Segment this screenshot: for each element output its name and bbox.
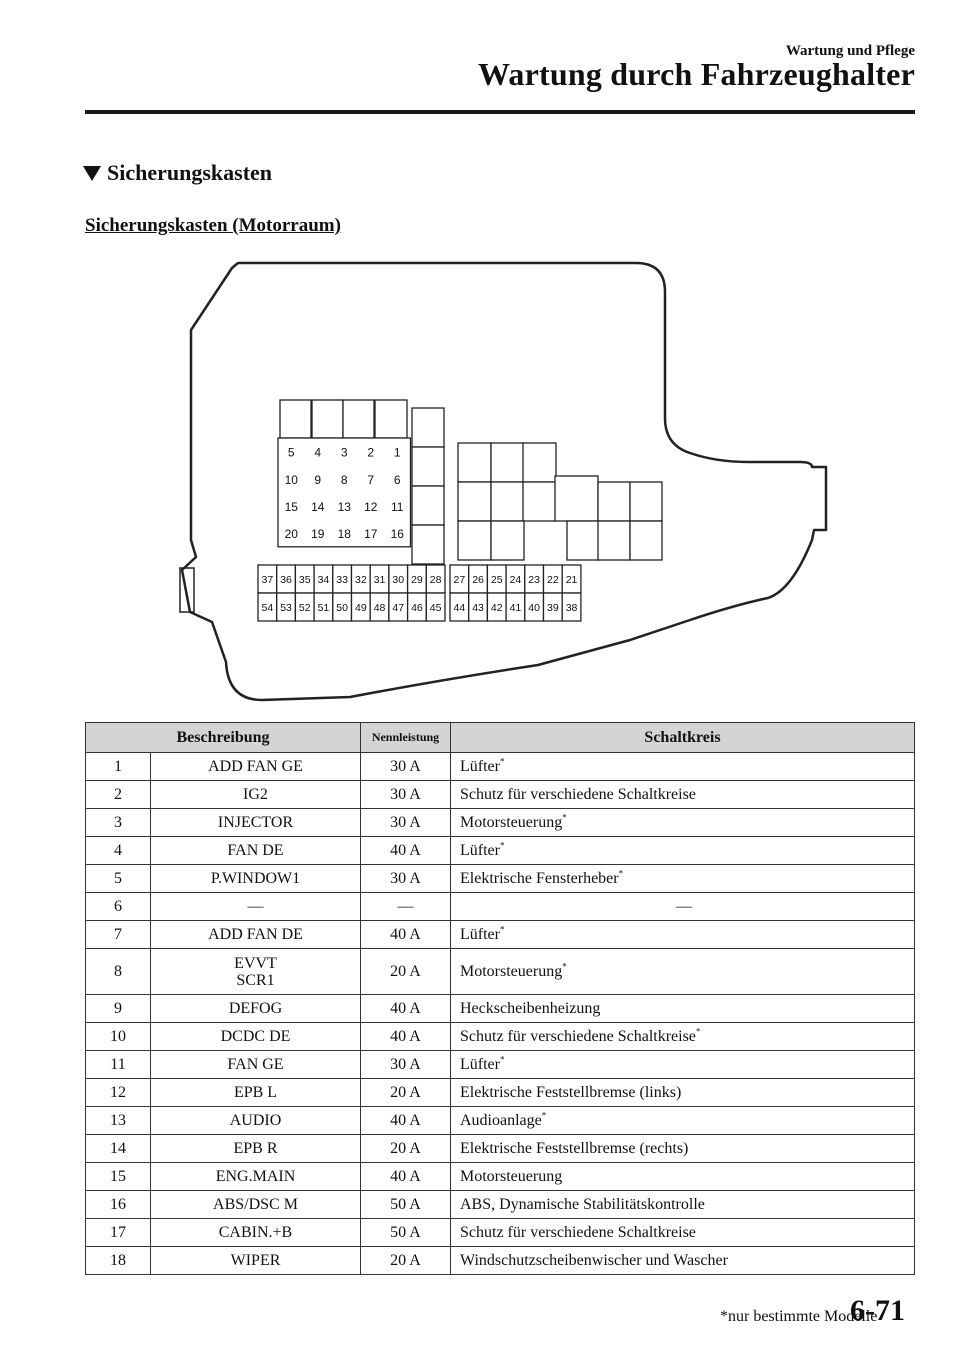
relay-slot	[280, 400, 311, 438]
fuse-table-row	[86, 1023, 915, 1051]
fuse-name-text: ADD FAN GE	[208, 758, 303, 775]
fuse-number	[86, 753, 151, 781]
fuse-slot-number: 19	[311, 527, 325, 542]
fuse-table-row	[86, 753, 915, 781]
fuse-rating	[361, 865, 451, 893]
fuse-name	[151, 921, 361, 949]
header-schaltkreis: Schaltkreis	[451, 723, 915, 753]
subsection-heading: Sicherungskasten (Motorraum)	[85, 215, 341, 236]
fuse-rating	[361, 921, 451, 949]
fuse-rating	[361, 837, 451, 865]
fuse-name	[151, 995, 361, 1023]
fuse-slot-number: 21	[565, 574, 578, 586]
fuse-circuit	[451, 837, 915, 865]
fuse-number	[86, 995, 151, 1023]
fuse-table-row	[86, 1191, 915, 1219]
model-specific-asterisk: *	[562, 961, 567, 972]
fuse-name	[151, 1135, 361, 1163]
relay-slot	[630, 482, 662, 521]
running-header-chapter: Wartung durch Fahrzeughalter	[477, 56, 915, 92]
fuse-circuit	[451, 949, 915, 995]
fuse-slot-number: 37	[261, 574, 274, 586]
fuse-table-row	[86, 921, 915, 949]
relay-slot	[412, 525, 444, 564]
fuse-rating	[361, 1023, 451, 1051]
fuse-number-text: 14	[110, 1140, 126, 1157]
fuse-circuit	[451, 1079, 915, 1107]
fuse-rating-text: 30 A	[390, 814, 421, 831]
page-number: 6-71	[850, 1294, 905, 1327]
fuse-circuit-text: Motorsteuerung	[460, 963, 563, 980]
fuse-circuit	[451, 1191, 915, 1219]
fuse-name-text: ADD FAN DE	[208, 926, 303, 943]
fuse-name-text: P.WINDOW1	[210, 870, 301, 887]
fuse-table-row	[86, 865, 915, 893]
fuse-rating-text: 40 A	[390, 926, 421, 943]
fuse-circuit-text: Lüfter	[460, 842, 500, 859]
fuse-slot-number: 27	[453, 574, 466, 586]
fuse-table-row	[86, 995, 915, 1023]
fuse-slot-number: 52	[298, 602, 311, 614]
fuse-number	[86, 1247, 151, 1275]
fuse-name-text: ABS/DSC M	[213, 1196, 298, 1213]
fuse-slot-number: 12	[364, 500, 378, 514]
fuse-rating-text: 20 A	[390, 1084, 421, 1101]
model-specific-asterisk: *	[541, 1110, 547, 1121]
fuse-slot-number: 43	[472, 602, 484, 614]
fuse-slot-number: 10	[284, 472, 298, 487]
fuse-table-row	[86, 1163, 915, 1191]
fuse-name	[151, 809, 361, 837]
fuse-rating-text: 30 A	[390, 870, 421, 887]
fuse-number	[86, 1135, 151, 1163]
fuse-slot-number: 42	[490, 602, 503, 614]
fuse-name-text: —	[247, 898, 264, 915]
fuse-number-text: 6	[114, 898, 122, 915]
fuse-rating	[361, 1191, 451, 1219]
fuse-circuit	[451, 1247, 915, 1275]
fuse-name-line2: SCR1	[236, 971, 275, 989]
fuse-table-row	[86, 837, 915, 865]
fuse-name	[151, 893, 361, 921]
fuse-circuit-text: Lüfter	[460, 926, 500, 943]
fuse-number-text: 16	[110, 1196, 126, 1213]
fuse-table-row	[86, 1135, 915, 1163]
footnote: *nur bestimmte Modelle	[720, 1308, 878, 1325]
fuse-number-text: 7	[114, 926, 122, 943]
fuse-number	[86, 921, 151, 949]
fuse-slot-number: 4	[314, 445, 322, 460]
fuse-slot-number: 1	[393, 445, 401, 460]
fuse-circuit-text: Elektrische Feststellbremse (links)	[460, 1084, 682, 1101]
fuse-slot-number: 11	[391, 500, 404, 514]
relay-slot	[458, 482, 491, 521]
fuse-name	[151, 1023, 361, 1051]
fuse-name	[151, 1191, 361, 1219]
fuse-circuit	[451, 1163, 915, 1191]
fuse-number-text: 17	[110, 1224, 126, 1241]
fuse-rating-text: 30 A	[390, 786, 421, 803]
fuse-number	[86, 837, 151, 865]
relay-slot	[567, 521, 599, 560]
fuse-slot-number: 5	[287, 445, 295, 460]
fuse-number	[86, 893, 151, 921]
model-specific-asterisk: *	[618, 868, 624, 879]
fuse-rating	[361, 995, 451, 1023]
fuse-circuit	[451, 1219, 915, 1247]
fuse-name	[151, 1219, 361, 1247]
model-specific-asterisk: *	[499, 924, 505, 935]
fuse-name	[151, 1079, 361, 1107]
fuse-circuit	[451, 865, 915, 893]
fuse-name-text: WIPER	[230, 1252, 281, 1269]
relay-slot	[458, 443, 491, 482]
fuse-rating-text: 40 A	[390, 1168, 421, 1185]
fuse-slot-number: 38	[565, 602, 578, 614]
fuse-table-row	[86, 1051, 915, 1079]
fuse-slot-number: 23	[528, 574, 540, 586]
fuse-table-row	[86, 893, 915, 921]
fuse-slot-number: 44	[453, 602, 466, 614]
relay-slot	[491, 443, 524, 482]
relay-slot	[491, 521, 524, 560]
fuse-number-text: 15	[110, 1168, 126, 1185]
relay-slot	[458, 521, 491, 560]
relay-slot	[412, 486, 444, 525]
fuse-rating-text: 40 A	[390, 1000, 421, 1017]
fuse-number	[86, 1079, 151, 1107]
relay-slot	[555, 476, 598, 521]
fuse-slot-number: 32	[355, 574, 367, 586]
fuse-name-text: EVVT	[234, 954, 277, 972]
fuse-slot-number: 35	[298, 574, 311, 586]
fuse-circuit-text: Motorsteuerung	[460, 814, 563, 831]
fuse-name	[151, 1107, 361, 1135]
fuse-circuit-text: Schutz für verschiedene Schaltkreise	[460, 1028, 696, 1045]
fuse-name-text: CABIN.+B	[218, 1224, 293, 1241]
relay-slot	[412, 408, 444, 447]
fuse-table-row	[86, 949, 915, 995]
fuse-circuit-text: Schutz für verschiedene Schaltkreise	[460, 1224, 696, 1241]
section-heading-text: Sicherungskasten	[107, 160, 273, 185]
fuse-circuit	[451, 1135, 915, 1163]
fuse-name-text: DEFOG	[228, 1000, 283, 1017]
fuse-slot-number: 9	[314, 472, 322, 487]
fuse-number	[86, 1107, 151, 1135]
fuse-slot-number: 40	[528, 602, 540, 614]
fuse-number-text: 9	[114, 1000, 122, 1017]
fuse-slot-number: 18	[337, 527, 351, 542]
fuse-number	[86, 1219, 151, 1247]
fuse-slot-number: 13	[337, 500, 351, 514]
fuse-name	[151, 1051, 361, 1079]
model-specific-asterisk: *	[499, 1054, 505, 1065]
fuse-number	[86, 1163, 151, 1191]
fuse-table-row	[86, 1247, 915, 1275]
fuse-circuit	[451, 1107, 915, 1135]
fuse-circuit-text: Elektrische Feststellbremse (rechts)	[460, 1140, 689, 1157]
fuse-number-text: 5	[114, 870, 122, 887]
fuse-rating	[361, 809, 451, 837]
fuse-number	[86, 949, 151, 995]
fuse-name-text: DCDC DE	[220, 1028, 291, 1045]
fuse-name-text: FAN GE	[227, 1056, 284, 1073]
fuse-number	[86, 809, 151, 837]
fuse-name	[151, 1163, 361, 1191]
fuse-number	[86, 781, 151, 809]
fuse-circuit	[451, 1023, 915, 1051]
fuse-slot-number: 14	[311, 500, 325, 514]
fuse-slot-number: 41	[509, 602, 522, 614]
fuse-table	[85, 722, 915, 1275]
fuse-circuit-text: Lüfter	[460, 1056, 500, 1073]
fuse-slot-number: 6	[393, 472, 401, 487]
fuse-slot-number: 50	[336, 602, 348, 614]
fuse-circuit-text: Audioanlage	[460, 1112, 542, 1129]
fuse-circuit	[451, 893, 915, 921]
fuse-name	[151, 837, 361, 865]
fuse-table-row	[86, 1219, 915, 1247]
fuse-name-text: ENG.MAIN	[215, 1168, 296, 1185]
fuse-number	[86, 1191, 151, 1219]
fuse-rating-text: 40 A	[390, 1028, 421, 1045]
fuse-rating	[361, 1079, 451, 1107]
fuse-name-text: AUDIO	[229, 1112, 282, 1129]
fuse-circuit-text: ABS, Dynamische Stabilitätskontrolle	[460, 1196, 705, 1213]
fuse-slot-number: 51	[317, 602, 330, 614]
fuse-rating	[361, 949, 451, 995]
fuse-slot-number: 54	[261, 602, 274, 614]
fuse-table-row	[86, 781, 915, 809]
fuse-slot-number: 26	[472, 574, 484, 586]
fuse-name	[151, 1247, 361, 1275]
relay-slot	[523, 443, 556, 482]
fuse-name	[151, 949, 361, 995]
model-specific-asterisk: *	[499, 840, 505, 851]
relay-slot	[375, 400, 407, 438]
fuse-number-text: 10	[110, 1028, 126, 1045]
fuse-slot-number: 22	[547, 574, 559, 586]
fuse-rating	[361, 1135, 451, 1163]
fuse-name-text: EPB L	[233, 1084, 278, 1101]
fuse-circuit-text: Schutz für verschiedene Schaltkreise	[460, 786, 696, 803]
fuse-table-header-row	[86, 723, 915, 753]
fuse-rating-text: 20 A	[390, 1252, 421, 1269]
fuse-number	[86, 865, 151, 893]
relay-slot	[523, 482, 556, 521]
fuse-number-text: 2	[114, 786, 122, 803]
fuse-rating	[361, 753, 451, 781]
header-beschreibung: Beschreibung	[86, 723, 361, 753]
fuse-slot-number: 28	[429, 574, 442, 586]
fuse-table-row	[86, 809, 915, 837]
fuse-rating	[361, 781, 451, 809]
fuse-rating-text: —	[397, 898, 414, 915]
fuse-rating-text: 50 A	[390, 1224, 421, 1241]
fuse-number-text: 1	[114, 758, 122, 775]
fuse-rating-text: 50 A	[390, 1196, 421, 1213]
fuse-slot-number: 24	[509, 574, 522, 586]
fuse-slot-number: 16	[390, 527, 404, 542]
fuse-circuit-text: Motorsteuerung	[460, 1168, 563, 1185]
fuse-name	[151, 865, 361, 893]
fuse-slot-number: 7	[367, 472, 375, 487]
fuse-slot-number: 17	[364, 527, 378, 542]
running-header-section: Wartung und Pflege	[785, 43, 915, 59]
fuse-circuit	[451, 781, 915, 809]
fuse-slot-number: 3	[340, 445, 348, 460]
relay-slot	[491, 482, 524, 521]
fuse-slot-number: 46	[411, 602, 423, 614]
fuse-slot-number: 48	[373, 602, 386, 614]
fuse-rating	[361, 1051, 451, 1079]
fuse-name	[151, 753, 361, 781]
fuse-number-text: 3	[114, 814, 122, 831]
fuse-slot-number: 34	[317, 574, 330, 586]
fuse-rating-text: 20 A	[390, 1140, 421, 1157]
relay-slot	[598, 482, 630, 521]
fuse-slot-number: 29	[411, 574, 423, 586]
fuse-slot-number: 47	[392, 602, 405, 614]
fuse-table-row	[86, 1079, 915, 1107]
fuse-circuit-text: Lüfter	[460, 758, 500, 775]
fuse-rating-text: 40 A	[390, 1112, 421, 1129]
relay-slot	[412, 447, 444, 486]
fuse-slot-number: 45	[429, 602, 442, 614]
fuse-name	[151, 781, 361, 809]
model-specific-asterisk: *	[499, 756, 505, 767]
fuse-circuit	[451, 995, 915, 1023]
fuse-number-text: 12	[110, 1084, 126, 1101]
fuse-number-text: 4	[114, 842, 122, 859]
relay-slot	[630, 521, 662, 560]
fuse-slot-number: 36	[280, 574, 292, 586]
fuse-slot-number: 15	[284, 500, 298, 514]
fuse-slot-number: 20	[284, 527, 298, 542]
fuse-table-row	[86, 1107, 915, 1135]
fuse-rating-text: 40 A	[390, 842, 421, 859]
fuse-rating	[361, 893, 451, 921]
fuse-slot-number: 25	[490, 574, 503, 586]
fuse-circuit	[451, 809, 915, 837]
fuse-slot-number: 30	[392, 574, 405, 586]
fuse-slot-number: 2	[367, 445, 375, 460]
fuse-number-text: 13	[110, 1112, 126, 1129]
header-nennleistung: Nennleistung	[361, 723, 451, 753]
fuse-number-text: 8	[114, 963, 122, 980]
fuse-circuit-text: Heckscheibenheizung	[460, 1000, 601, 1017]
fuse-rating-text: 30 A	[390, 1056, 421, 1073]
fuse-rating-text: 30 A	[390, 758, 421, 775]
fuse-circuit	[451, 1051, 915, 1079]
fuse-circuit	[451, 753, 915, 781]
fuse-rating	[361, 1247, 451, 1275]
model-specific-asterisk: *	[562, 812, 567, 823]
fuse-slot-number: 49	[355, 602, 367, 614]
fuse-circuit	[451, 921, 915, 949]
fuse-rating	[361, 1219, 451, 1247]
fuse-slot-number: 31	[373, 574, 386, 586]
fuse-rating	[361, 1107, 451, 1135]
fuse-name-text: IG2	[243, 786, 268, 803]
fuse-slot-number: 39	[547, 602, 559, 614]
fuse-circuit-text: Windschutzscheibenwischer und Wascher	[460, 1252, 728, 1269]
fuse-circuit-text: —	[676, 898, 692, 915]
fuse-slot-number: 53	[280, 602, 292, 614]
model-specific-asterisk: *	[695, 1026, 701, 1037]
fuse-name-text: INJECTOR	[217, 814, 294, 831]
fuse-number	[86, 1023, 151, 1051]
fuse-number-text: 18	[110, 1252, 126, 1269]
relay-slot	[598, 521, 630, 560]
relay-slot	[312, 400, 343, 438]
fuse-slot-number: 33	[336, 574, 348, 586]
relay-slot	[343, 400, 374, 438]
fuse-slot-number: 8	[340, 472, 348, 487]
fuse-rating-text: 20 A	[390, 963, 421, 980]
fuse-number-text: 11	[110, 1056, 126, 1073]
fuse-name-text: EPB R	[233, 1140, 278, 1157]
fuse-name-text: FAN DE	[227, 842, 284, 859]
fuse-number	[86, 1051, 151, 1079]
fuse-circuit-text: Elektrische Fensterheber	[460, 870, 619, 887]
fuse-rating	[361, 1163, 451, 1191]
